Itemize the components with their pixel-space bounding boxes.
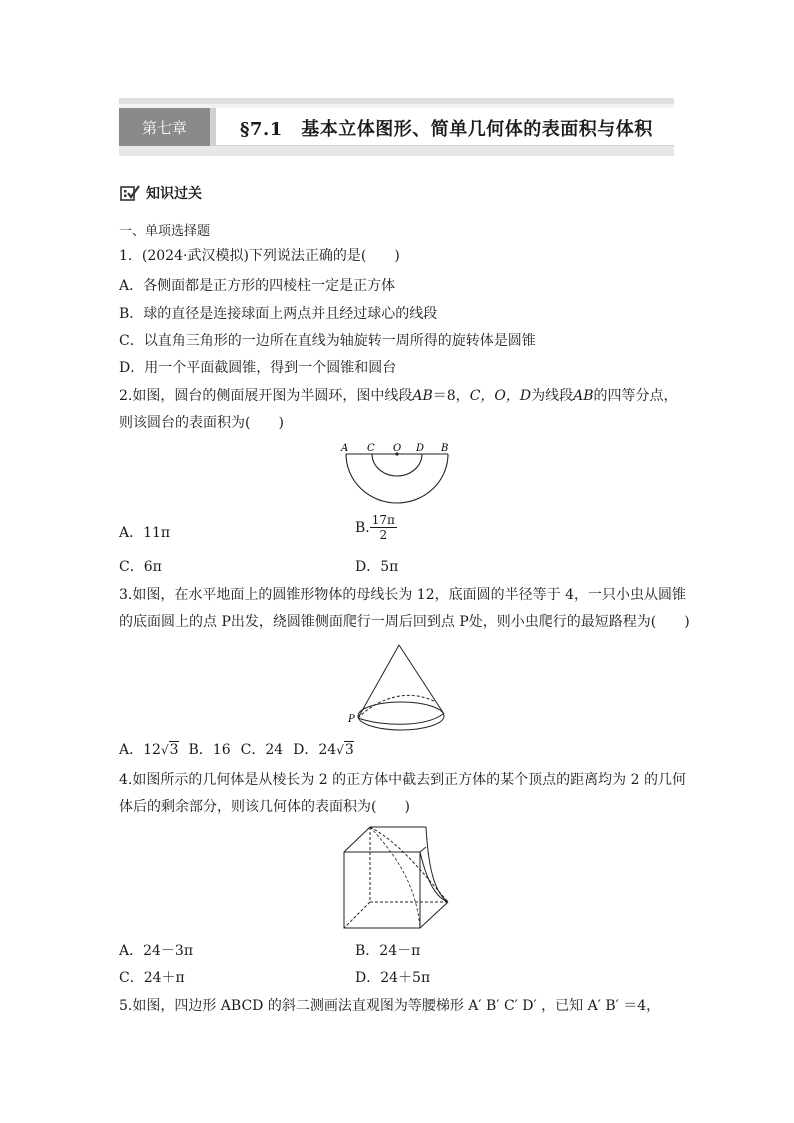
fraction-numerator: 17π [371,513,395,527]
q2-text: 2.如图，圆台的侧面展开图为半圆环，图中线段 [119,388,413,404]
q3-option-a-prefix: A．12 [119,742,161,758]
q2-stem-line2: 则该圆台的表面积为( ) [119,415,284,431]
q2-option-b [355,513,397,542]
q3-option-b: B．16 [188,742,231,758]
radicand: 3 [169,742,179,758]
q1-option-b: B．球的直径是连接球面上两点并且经过球心的线段 [119,306,438,322]
radical-sign: √ [160,743,169,757]
q3-option-c: C．24 [240,742,284,758]
radicand: 3 [344,742,354,758]
q2-text: 为线段 [531,388,574,404]
q2-option-b-prefix: B. [355,519,370,536]
q2-option-a: A．11π [119,525,171,541]
q3-cone-figure [344,642,450,734]
q2-label-b: B [441,443,449,454]
q3-option-d-prefix: D．24 [293,742,337,758]
q2-text: ＝8， [432,388,470,404]
checklist-icon [120,185,140,201]
q2-label-d: D [416,443,425,454]
q2-option-b-fraction [370,513,397,542]
q1-stem: 1．(2024·武汉模拟)下列说法正确的是( ) [119,248,400,264]
q2-option-c: C．6π [119,559,162,575]
q5-stem-line1: 5.如图，四边形 ABCD 的斜二测画法直观图为等腰梯形 A′ B′ C′ D′ ，已知 A′ B′ ＝4， [119,998,661,1014]
q2-label-a: A [341,443,349,454]
q2-stem-line1 [119,386,678,406]
chapter-tab [119,108,210,146]
q2-var: C，O，D [469,388,532,404]
radical-sign: √ [336,743,344,757]
q2-text: 的四等分点， [593,388,678,404]
q1-option-d: D．用一个平面截圆锥，得到一个圆锥和圆台 [119,360,397,376]
q3-label-p: P [348,714,355,725]
q2-var: AB [412,388,433,404]
q3-options [119,740,354,760]
chapter-label: 第七章 [141,118,187,137]
q4-cube-figure [338,822,458,934]
q4-option-d: D．24＋5π [355,970,431,986]
q3-option-d [293,740,354,760]
q3-stem-line1: 3.如图，在水平地面上的圆锥形物体的母线长为 12，底面圆的半径等于 4，一只小虫从圆锥 [119,587,686,603]
q2-label-o: O [393,443,402,454]
section-heading-label: 知识过关 [146,186,202,202]
q2-label-c: C [367,443,375,454]
q1-option-a: A．各侧面都是正方形的四棱柱一定是正方体 [119,278,396,294]
q3-option-a [119,740,179,760]
q4-option-b: B．24－π [355,943,421,959]
q2-var: AB [573,388,594,404]
fraction-denominator: 2 [379,528,388,542]
q4-stem-line1: 4.如图所示的几何体是从棱长为 2 的正方体中截去到正方体的某个顶点的距离均为 2 的几何 [119,772,686,788]
q3-stem-line2: 的底面圆上的点 P出发，绕圆锥侧面爬行一周后回到点 P处，则小虫爬行的最短路程为( ) [119,614,690,630]
section-heading [120,183,202,203]
q4-option-c: C．24＋π [119,970,185,986]
page-title: §7.1 基本立体图形、简单几何体的表面积与体积 [240,119,653,140]
q2-option-d: D．5π [355,559,399,575]
q4-option-a: A．24－3π [119,943,194,959]
q1-option-c: C．以直角三角形的一边所在直线为轴旋转一周所得的旋转体是圆锥 [119,333,536,349]
q2-half-annulus-figure [338,440,458,512]
q4-stem-line2: 体后的剩余部分，则该几何体的表面积为( ) [119,799,410,815]
subheading: 一、单项选择题 [119,224,211,239]
